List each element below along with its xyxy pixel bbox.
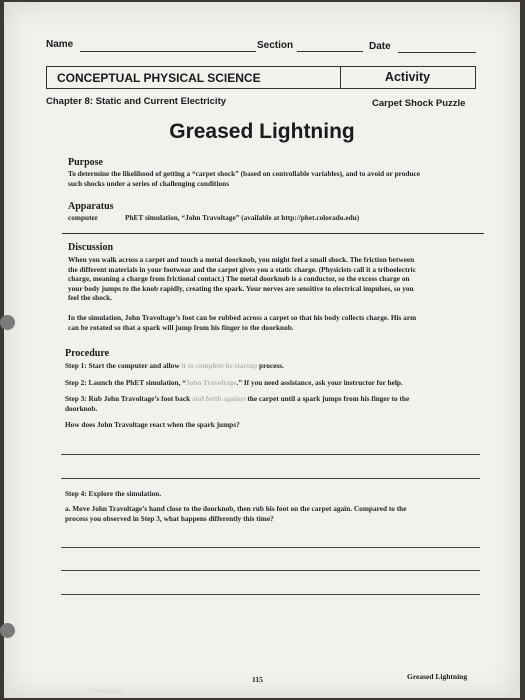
- purpose-text: [68, 169, 488, 188]
- step-1-text-end: process.: [257, 361, 284, 370]
- step-1-text: Start the computer and allow: [88, 361, 182, 370]
- section-label: Section: [257, 40, 294, 51]
- step-4-label: Step 4:: [65, 489, 87, 498]
- purpose-line: To determine the likelihood of getting a “carpet shock” (based on controllable variables), and to avoid or produce: [68, 169, 421, 178]
- discussion-line: charge, meaning a charge from frictional contact.) The metal doorknob is a conductor, so the excess charge on: [68, 274, 410, 284]
- answer-line-4[interactable]: [61, 570, 480, 571]
- name-line[interactable]: [80, 51, 256, 52]
- step-4: [65, 489, 161, 499]
- discussion-line: can be rotated so that a spark will jump from his finger to the doorknob.: [68, 322, 294, 332]
- discussion-paragraph-2: [68, 313, 488, 332]
- step-4a-line: process you observed in Step 3, what happens differently this time?: [65, 513, 274, 523]
- name-label: Name: [46, 39, 74, 50]
- step-3-text: Rub John Travoltage’s foot back: [88, 394, 192, 403]
- discussion-heading: Discussion: [68, 242, 114, 253]
- procedure-heading: Procedure: [65, 348, 110, 359]
- chapter-label: Chapter 8: Static and Current Electricity: [46, 96, 227, 107]
- answer-line-5[interactable]: [61, 594, 480, 595]
- step-3-text-end: the carpet until a spark jumps from his finger to the: [245, 394, 410, 403]
- answer-line-2[interactable]: [61, 478, 480, 479]
- discussion-paragraph-1: [68, 255, 488, 303]
- answer-line-3[interactable]: [61, 547, 480, 548]
- discussion-line: your body jumps to the knob rapidly, creating the spark. Your nerves are sensitive to electrical impulses, so you: [68, 283, 414, 293]
- discussion-line: In the simulation, John Travoltage’s foot can be rubbed across a carpet so that his body collects charge. His arm: [68, 313, 417, 322]
- discussion-line: When you walk across a carpet and touch a metal doorknob, you might feel a small shock. The friction between: [68, 255, 415, 264]
- date-label: Date: [369, 41, 391, 52]
- step-1-faded-text: it to complete its startup: [181, 361, 258, 370]
- step-2-text-end: .” If you need assistance, ask your instructor for help.: [236, 378, 403, 387]
- step-3: [65, 394, 409, 404]
- step-4a: [65, 504, 406, 523]
- page-title: Greased Lightning: [169, 120, 355, 143]
- question-1: How does John Travoltage react when the spark jumps?: [65, 420, 240, 429]
- purpose-heading: Purpose: [68, 157, 103, 168]
- footer-title: Greased Lightning: [407, 672, 468, 681]
- page-number: 115: [252, 675, 263, 684]
- step-3-continued: doorknob.: [65, 404, 98, 413]
- apparatus-text: PhET simulation, “John Travoltage” (available at http://phet.colorado.edu): [125, 213, 360, 222]
- date-line[interactable]: [398, 52, 476, 53]
- puzzle-label: Carpet Shock Puzzle: [372, 98, 466, 109]
- discussion-line: feel the shock.: [68, 293, 112, 303]
- step-3-faded-text: and forth against: [191, 394, 246, 403]
- step-2-label: Step 2:: [65, 378, 87, 387]
- step-1: [65, 361, 284, 371]
- step-2-faded-text: John Travoltage: [185, 378, 237, 387]
- worksheet-page: [4, 2, 520, 698]
- discussion-line: the different materials in your footwear and the carpet gives you a static charge. (Physicists call it a triboelectric: [68, 264, 416, 274]
- course-title-box: [46, 66, 476, 89]
- apparatus-heading: Apparatus: [68, 201, 114, 212]
- step-2: [65, 378, 403, 388]
- step-1-label: Step 1:: [65, 361, 87, 370]
- course-name: CONCEPTUAL PHYSICAL SCIENCE: [47, 67, 341, 88]
- binder-hole-bottom: [0, 623, 15, 638]
- apparatus-item: computer: [68, 213, 98, 222]
- section-line[interactable]: [297, 51, 363, 52]
- step-4-text: Explore the simulation.: [88, 489, 162, 498]
- section-divider: [62, 233, 484, 234]
- step-3-label: Step 3:: [65, 394, 87, 403]
- purpose-line: such shocks under a series of challenging conditions: [68, 178, 230, 188]
- answer-line-1[interactable]: [61, 454, 480, 455]
- step-2-text: Launch the PhET simulation, “: [88, 378, 186, 387]
- binder-hole-top: [0, 315, 15, 330]
- step-4a-line: a. Move John Travoltage’s hand close to the doorknob, then rub his foot on the carpet again. Compared to the: [65, 504, 407, 513]
- activity-label: Activity: [384, 70, 431, 84]
- bleed-through-text: Travoltage: [88, 686, 123, 695]
